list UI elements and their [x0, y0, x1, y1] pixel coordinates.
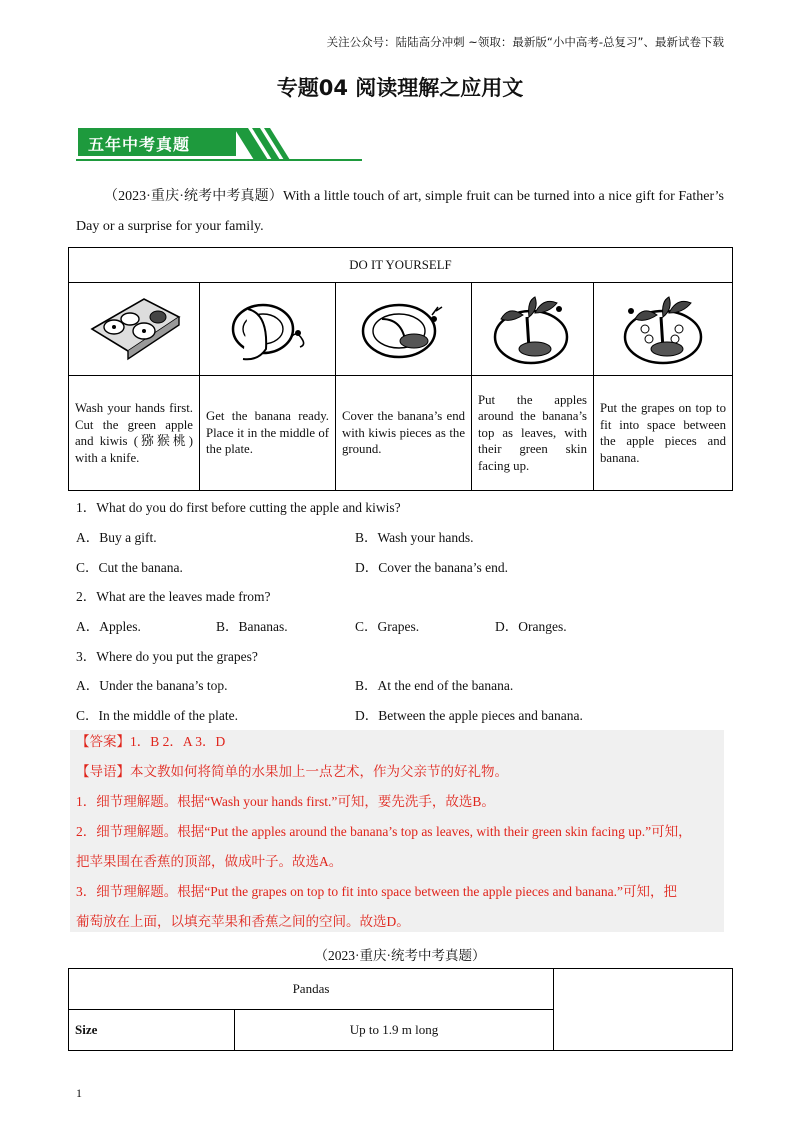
q2-option-c: C．Grapes. [355, 619, 420, 634]
grapes-on-top-illustration [613, 289, 713, 369]
answer-explanation-3a: 3．细节理解题。根据“Put the grapes on top to fit into space between the apple pieces and banana.”可知，把 [76, 884, 677, 899]
passage-intro [76, 182, 724, 242]
kiwi-cutting-illustration [84, 289, 184, 369]
step-5-text: Put the grapes on top to fit into space between the apple pieces and banana. [594, 376, 733, 491]
banner-stripes [234, 126, 314, 160]
banner-text: 五年中考真题 [88, 135, 191, 154]
pandas-table-title: Pandas [69, 969, 554, 1010]
step-5-image [594, 283, 733, 376]
step-4-text: Put the apples around the banana’s top as leaves, with their green skin facing up. [472, 376, 594, 491]
apple-leaves-illustration [483, 289, 583, 369]
diy-table-header: DO IT YOURSELF [69, 248, 733, 283]
q1-option-d: D．Cover the banana’s end. [355, 560, 508, 575]
passage-2-source: （2023·重庆·统考中考真题） [314, 948, 486, 963]
pandas-size-label: Size [69, 1010, 235, 1051]
q3-option-c: C．In the middle of the plate. [76, 708, 238, 723]
kiwi-covered-banana-illustration [354, 289, 454, 369]
answer-explanation-1: 1．细节理解题。根据“Wash your hands first.”可知，要先洗手，故选B。 [76, 794, 495, 809]
question-3-stem: 3．Where do you put the grapes? [76, 649, 258, 664]
answer-explanation-3b: 葡萄放在上面，以填充苹果和香蕉之间的空间。故选D。 [76, 914, 410, 929]
step-1-text: Wash your hands first. Cut the green apple and kiwis (猕猴桃) with a knife. [69, 376, 200, 491]
diy-table [68, 247, 733, 491]
answer-explanation-2a: 2．细节理解题。根据“Put the apples around the banana’s top as leaves, with their green skin facing up.”可知， [76, 824, 692, 839]
question-2-stem: 2．What are the leaves made from? [76, 589, 271, 604]
step-1-image [69, 283, 200, 376]
q2-option-a: A．Apples. [76, 619, 141, 634]
passage-source: （2023·重庆·统考中考真题） [104, 189, 283, 204]
q3-option-b: B．At the end of the banana. [355, 678, 514, 693]
q1-option-a: A．Buy a gift. [76, 530, 157, 545]
q2-option-b: B．Bananas. [216, 619, 288, 634]
step-3-text: Cover the banana’s end with kiwis pieces as the ground. [336, 376, 472, 491]
q1-option-c: C．Cut the banana. [76, 560, 183, 575]
header-note: 关注公众号：陆陆高分冲刺 ~领取：最新版“小中高考-总复习”、最新试卷下载 [326, 35, 724, 49]
pandas-size-value: Up to 1.9 m long [235, 1010, 554, 1051]
answer-explanation-2b: 把苹果围在香蕉的顶部，做成叶子。故选A。 [76, 854, 343, 869]
step-2-text: Get the banana ready. Place it in the middle of the plate. [200, 376, 336, 491]
page-title: 专题04 阅读理解之应用文 [276, 76, 524, 100]
q3-option-d: D．Between the apple pieces and banana. [355, 708, 583, 723]
pandas-table [68, 968, 733, 1051]
question-1-stem: 1．What do you do first before cutting the apple and kiwis? [76, 500, 401, 515]
q1-option-b: B．Wash your hands. [355, 530, 474, 545]
pandas-table-empty-cell [554, 969, 733, 1051]
answer-key: 【答案】1．B 2．A 3．D [76, 734, 226, 749]
q2-option-d: D．Oranges. [495, 619, 567, 634]
answer-guide: 【导语】本文教如何将简单的水果加上一点艺术，作为父亲节的好礼物。 [76, 764, 508, 779]
step-3-image [336, 283, 472, 376]
passage-intro-text: With a little touch of art, simple fruit can be turned into a nice gift for Father’s Day or a surprise for your family. [76, 189, 724, 234]
step-2-image [200, 283, 336, 376]
step-4-image [472, 283, 594, 376]
q3-option-a: A．Under the banana’s top. [76, 678, 228, 693]
section-banner [76, 124, 366, 162]
page-number: 1 [76, 1086, 82, 1100]
banner-underline [76, 159, 362, 161]
banana-on-plate-illustration [218, 289, 318, 369]
